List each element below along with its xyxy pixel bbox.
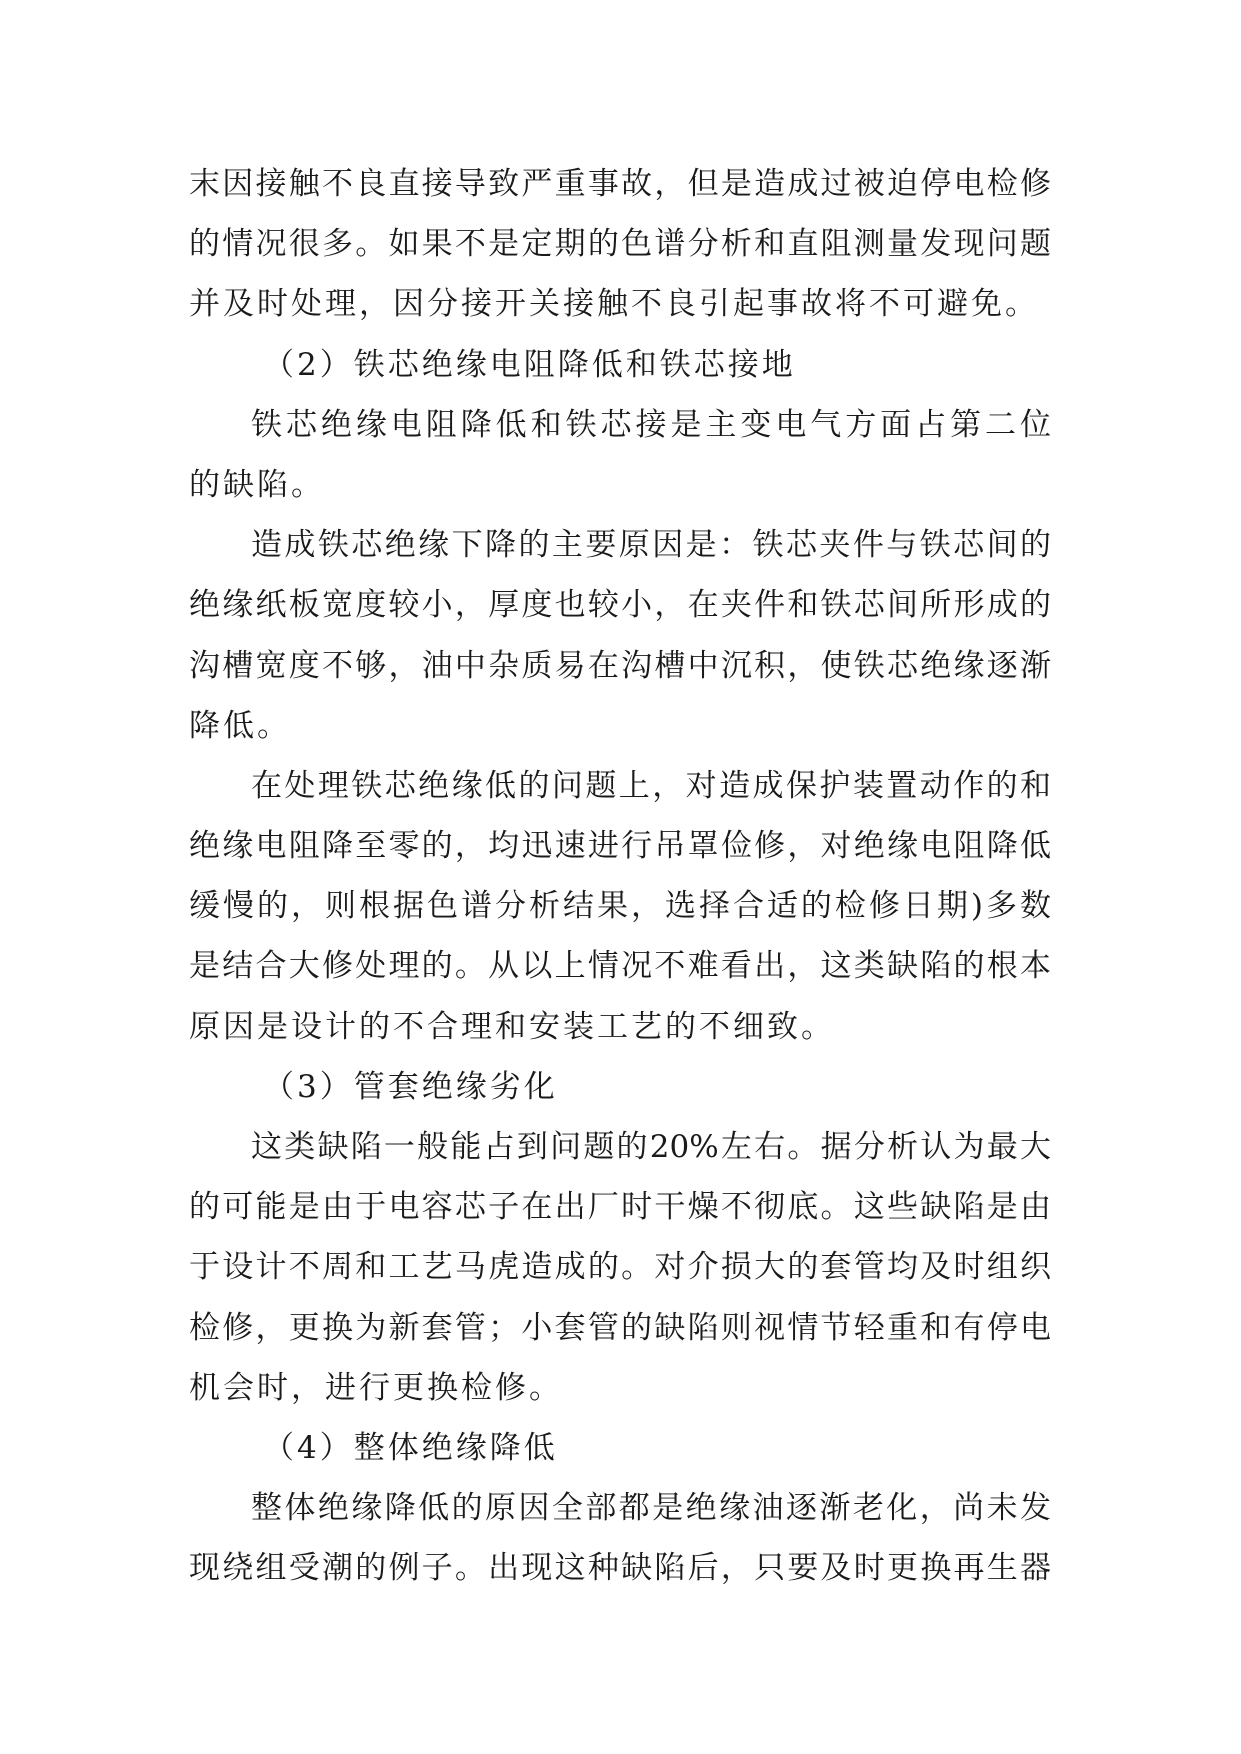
text-line: 这类缺陷一般能占到问题的20%左右。据分析认为最大 bbox=[251, 1129, 1051, 1165]
text-line: 整体绝缘降低的原因全部都是绝缘油逐渐老化，尚未发 bbox=[251, 1490, 1051, 1527]
text-line: 的缺陷。 bbox=[189, 466, 325, 503]
text-line: 绝缘电阻降至零的，均迅速进行吊罩俭修，对绝缘电阻降低 bbox=[189, 828, 1051, 865]
text-line: 缓慢的，则根据色谱分析结果，选择合适的检修日期)多数 bbox=[189, 888, 1051, 925]
text-line: 检修，更换为新套管；小套管的缺陷则视情节轻重和有停电 bbox=[189, 1309, 1051, 1346]
text-line: 降低。 bbox=[189, 707, 291, 744]
text-line: 在处理铁芯绝缘低的问题上，对造成保护装置动作的和 bbox=[251, 767, 1051, 804]
text-line: 于设计不周和工艺马虎造成的。对介损大的套管均及时组织 bbox=[189, 1249, 1051, 1286]
body-text bbox=[189, 154, 1051, 1599]
text-line: 原因是设计的不合理和安装工艺的不细致。 bbox=[189, 1008, 835, 1045]
text-line: 末因接触不良直接导致严重事故，但是造成过被迫停电检修 bbox=[189, 166, 1051, 202]
text-line: 造成铁芯绝缘下降的主要原因是：铁芯夹件与铁芯间的 bbox=[251, 527, 1051, 564]
section-heading-2: （2）铁芯绝缘电阻降低和铁芯接地 bbox=[263, 346, 796, 383]
text-line: 绝缘纸板宽度较小，厚度也较小，在夹件和铁芯间所形成的 bbox=[189, 587, 1051, 624]
text-line: 是结合大修处理的。从以上情况不难看出，这类缺陷的根本 bbox=[189, 948, 1051, 985]
text-line: 现绕组受潮的例子。出现这种缺陷后，只要及时更换再生器 bbox=[189, 1550, 1051, 1587]
section-heading-4: （4）整体绝缘降低 bbox=[263, 1429, 558, 1466]
text-line: 机会时，进行更换检修。 bbox=[189, 1369, 563, 1406]
text-line: 铁芯绝缘电阻降低和铁芯接是主变电气方面占第二位 bbox=[251, 406, 1051, 443]
text-line: 沟槽宽度不够，油中杂质易在沟槽中沉积，使铁芯绝缘逐渐 bbox=[189, 647, 1051, 684]
text-line: 的情况很多。如果不是定期的色谱分析和直阻测量发现问题 bbox=[189, 226, 1051, 263]
text-line: 的可能是由于电容芯子在出厂时干燥不彻底。这些缺陷是由 bbox=[189, 1189, 1051, 1226]
text-line: 并及时处理，因分接开关接触不良引起事故将不可避免。 bbox=[189, 286, 1039, 323]
section-heading-3: （3）管套绝缘劣化 bbox=[263, 1068, 558, 1105]
